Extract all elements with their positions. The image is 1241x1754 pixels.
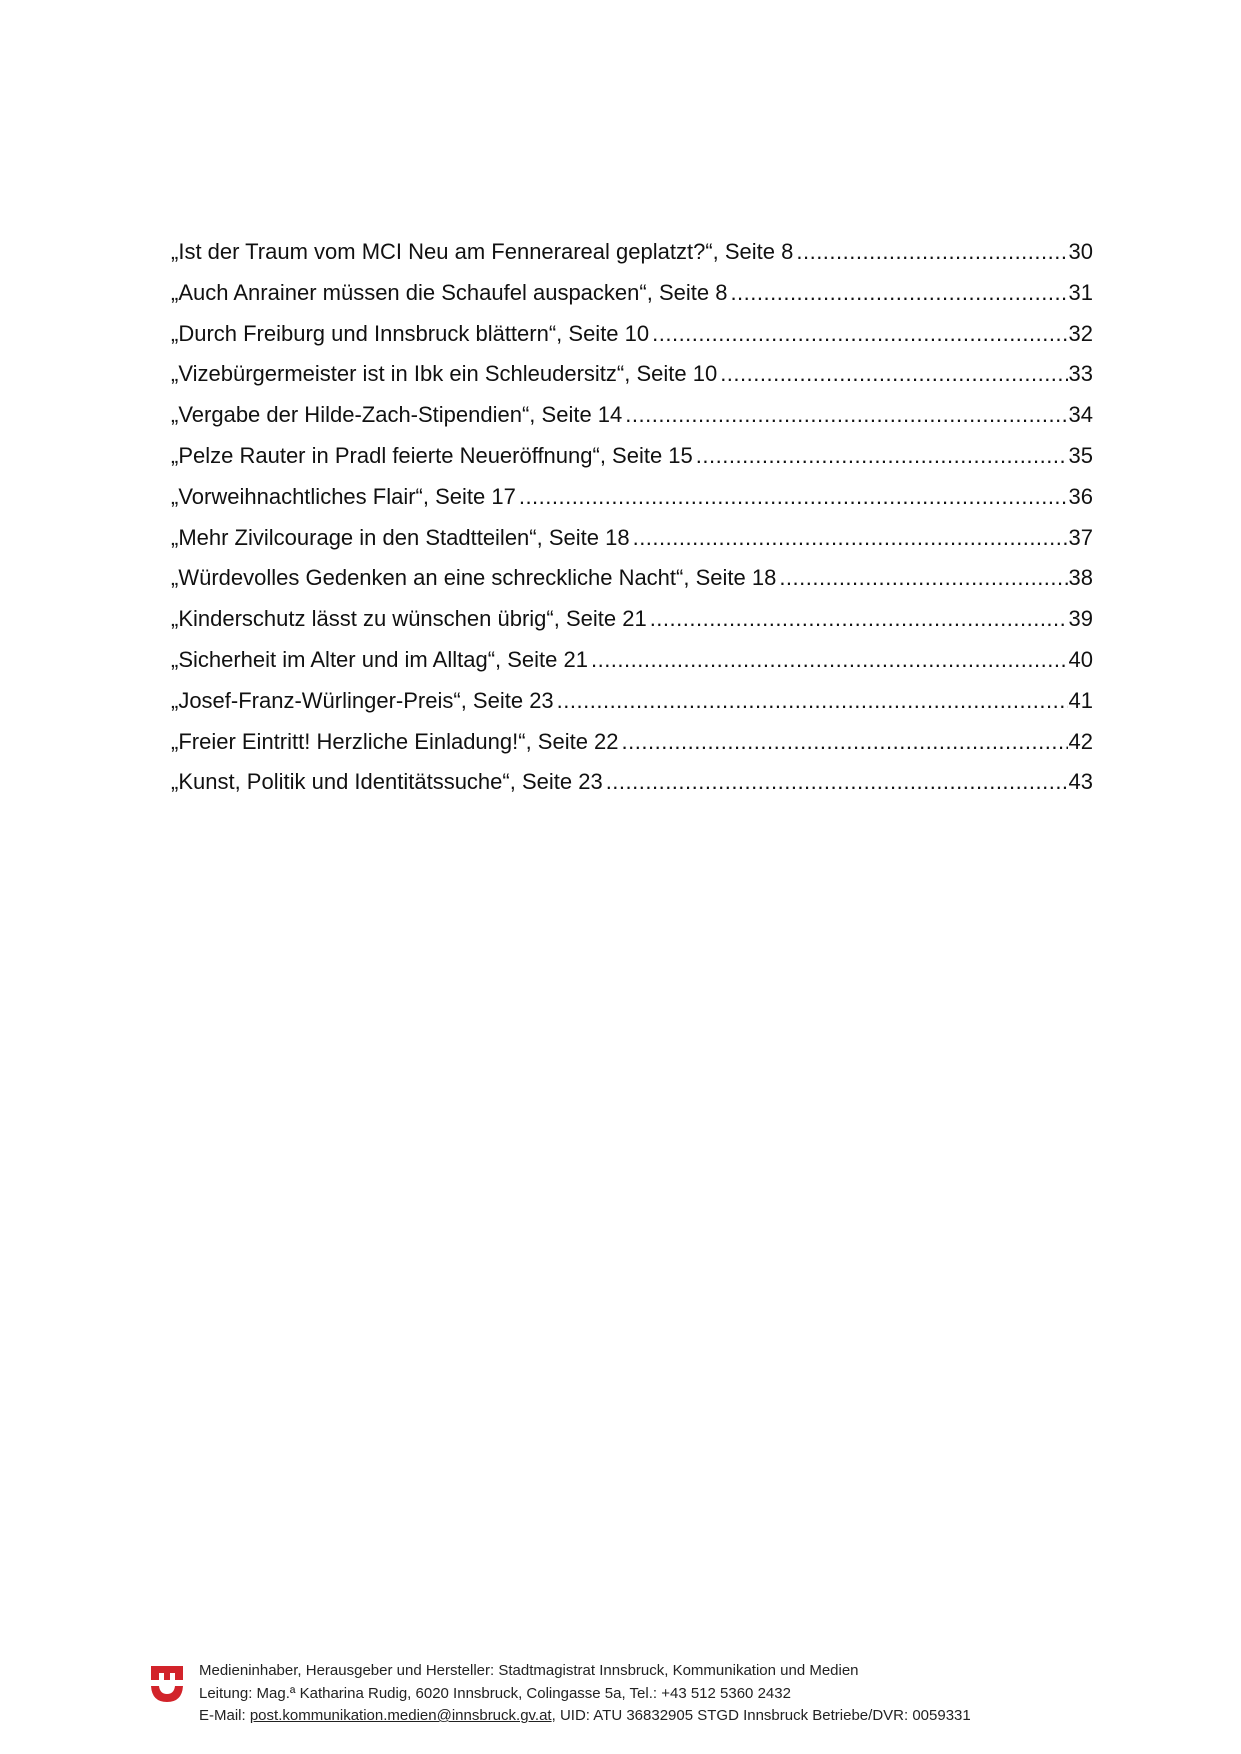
innsbruck-city-logo-icon <box>150 1664 184 1704</box>
toc-dot-leader <box>625 395 1067 436</box>
toc-dot-leader <box>730 273 1067 314</box>
toc-entry-title: „Kunst, Politik und Identitätssuche“, Seite 23 <box>171 769 603 795</box>
toc-dot-leader <box>652 314 1067 355</box>
toc-entry-page: 34 <box>1068 402 1093 428</box>
toc-entry[interactable] <box>171 558 1093 599</box>
toc-entry[interactable] <box>171 640 1093 681</box>
footer-email-prefix: E-Mail: <box>199 1707 250 1724</box>
toc-entry-page: 40 <box>1068 646 1093 672</box>
toc-entry-page: 39 <box>1068 606 1093 632</box>
footer-contact-line <box>199 1705 971 1728</box>
toc-entry[interactable] <box>171 762 1093 803</box>
toc-entry[interactable] <box>171 436 1093 477</box>
toc-dot-leader <box>696 436 1068 477</box>
toc-entry-title: „Freier Eintritt! Herzliche Einladung!“, Seite 22 <box>171 728 619 754</box>
toc-dot-leader <box>519 477 1068 518</box>
toc-entry-page: 42 <box>1068 728 1093 754</box>
toc-entry-page: 37 <box>1068 524 1093 550</box>
toc-entry-page: 35 <box>1068 442 1093 468</box>
toc-dot-leader <box>557 681 1068 722</box>
footer-imprint <box>199 1660 971 1728</box>
toc-entry-page: 43 <box>1068 769 1093 795</box>
page-footer <box>150 1660 1110 1730</box>
toc-entry-title: „Auch Anrainer müssen die Schaufel auspacken“, Seite 8 <box>171 279 728 305</box>
toc-entry[interactable] <box>171 722 1093 763</box>
footer-publisher-line: Medieninhaber, Herausgeber und Hersteller: Stadtmagistrat Innsbruck, Kommunikation und Medien <box>199 1662 859 1679</box>
toc-dot-leader <box>796 232 1067 273</box>
toc-entry[interactable] <box>171 314 1093 355</box>
toc-entry[interactable] <box>171 232 1093 273</box>
toc-dot-leader <box>622 722 1068 763</box>
toc-dot-leader <box>779 558 1067 599</box>
toc-entry-title: „Pelze Rauter in Pradl feierte Neueröffnung“, Seite 15 <box>171 442 693 468</box>
toc-entry[interactable] <box>171 273 1093 314</box>
toc-entry-title: „Durch Freiburg und Innsbruck blättern“, Seite 10 <box>171 320 650 346</box>
toc-entry-page: 31 <box>1068 279 1093 305</box>
toc-entry-title: „Vorweihnachtliches Flair“, Seite 17 <box>171 483 516 509</box>
toc-dot-leader <box>720 354 1067 395</box>
toc-entry-page: 33 <box>1068 361 1093 387</box>
footer-uid-text: , UID: ATU 36832905 STGD Innsbruck Betriebe/DVR: 0059331 <box>551 1707 971 1724</box>
toc-entry-title: „Kinderschutz lässt zu wünschen übrig“, Seite 21 <box>171 606 647 632</box>
toc-dot-leader <box>591 640 1068 681</box>
toc-entry[interactable] <box>171 599 1093 640</box>
toc-entry[interactable] <box>171 477 1093 518</box>
toc-entry-page: 32 <box>1068 320 1093 346</box>
toc-entry-title: „Mehr Zivilcourage in den Stadtteilen“, Seite 18 <box>171 524 630 550</box>
toc-entry[interactable] <box>171 518 1093 559</box>
toc-entry[interactable] <box>171 395 1093 436</box>
toc-entry-title: „Ist der Traum vom MCI Neu am Fennerareal geplatzt?“, Seite 8 <box>171 239 794 264</box>
footer-management-line: Leitung: Mag.ª Katharina Rudig, 6020 Innsbruck, Colingasse 5a, Tel.: +43 512 5360 2432 <box>199 1684 791 1702</box>
toc-entry-title: „Würdevolles Gedenken an eine schreckliche Nacht“, Seite 18 <box>171 565 777 591</box>
toc-entry-title: „Josef-Franz-Würlinger-Preis“, Seite 23 <box>171 687 554 713</box>
toc-entry-page: 30 <box>1068 239 1093 264</box>
toc-entry[interactable] <box>171 681 1093 722</box>
toc-entry-title: „Vizebürgermeister ist in Ibk ein Schleudersitz“, Seite 10 <box>171 361 718 387</box>
footer-email-link[interactable]: post.kommunikation.medien@innsbruck.gv.at <box>249 1707 552 1724</box>
toc-dot-leader <box>650 599 1068 640</box>
toc-entry-page: 36 <box>1068 483 1093 509</box>
toc-entry-page: 38 <box>1068 565 1093 591</box>
table-of-contents <box>171 232 1093 803</box>
toc-entry-title: „Sicherheit im Alter und im Alltag“, Seite 21 <box>171 646 588 672</box>
toc-entry-title: „Vergabe der Hilde-Zach-Stipendien“, Seite 14 <box>171 402 623 428</box>
toc-entry[interactable] <box>171 354 1093 395</box>
toc-entry-page: 41 <box>1068 687 1093 713</box>
toc-dot-leader <box>633 518 1068 559</box>
toc-dot-leader <box>606 762 1068 803</box>
